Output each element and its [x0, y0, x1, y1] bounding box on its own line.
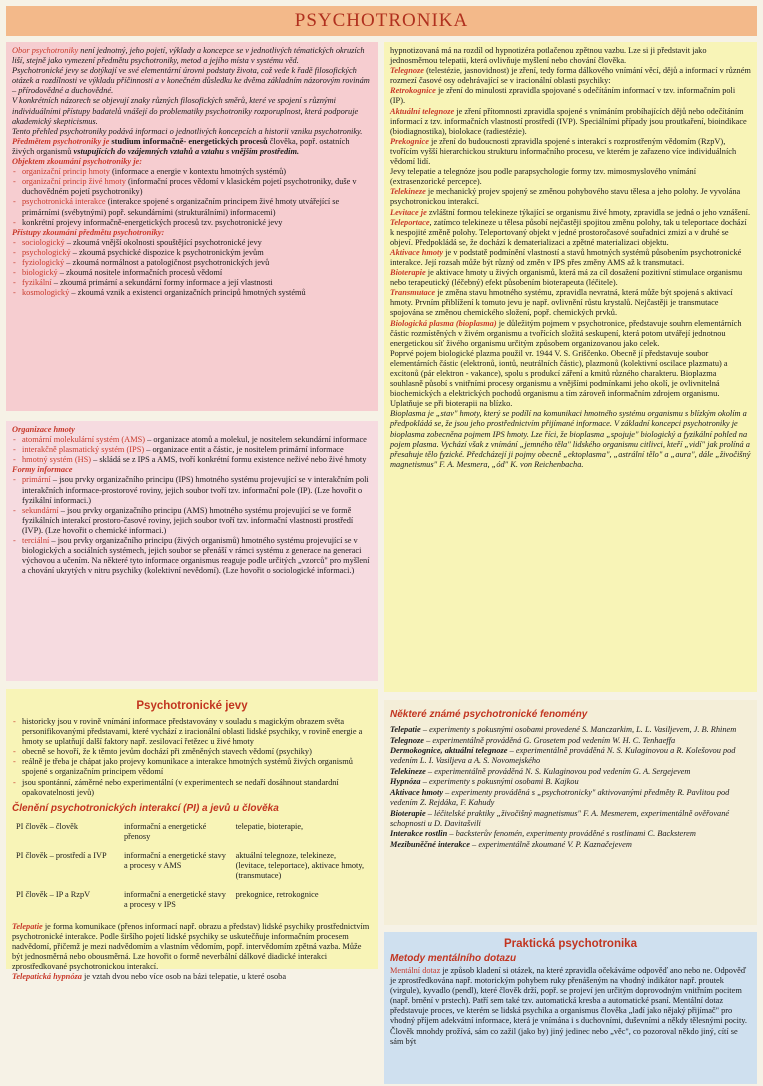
interactions-table-title: Členění psychotronických interakcí (PI) a jevů u člověka	[12, 802, 279, 814]
table-row: PI člověk – člověk informační a energetické přenosy telepatie, bioterapie,	[16, 821, 304, 841]
list-item: - kosmologický – zkoumá vznik a existenci organizačních principů hmotných systémů	[12, 288, 372, 298]
bioplasma-paragraph: Bioplasma je „stav" hmoty, který se podílí na komunikaci hmotného systému organismu s blízkým okolím a předpokládá se, že jsou jeho prostřednictvím přijímané informace. V základní koncepci psychotroniky je bioplasma zobecněna pojmem IPS hmoty. Lze říci, že bioplasma „spojuje" biologický a fyzikální pohled na pojem plasma. Vychází však z vnímání „jemného těla" lidského organismu citlivci, kteří „vidí" jak prolíná a přesahuje tělo fyzické. Předcházejí ji pojmy obecně „ektoplasma", „astrální tělo" a „aura", dále „živočišný magnetismus" F. A. Mesmera, „ód" K. von Reichenbacha.	[390, 409, 751, 469]
forms-list	[12, 475, 372, 576]
list-item: Telegnoze – experimentálně prováděná G. Grosetem pod vedením W. H. C. Tenhaeffa	[390, 735, 676, 745]
interactions-table	[12, 819, 372, 916]
intro-paragraph: V konkrétních názorech se objevují znaky různých filosofických směrů, které ve spojení s různými individuálními přístupy badatelů vnášejí do problematiky psychotroniky rozporuplnost, která podporuje akademický skepticismus.	[12, 96, 359, 126]
list-item: Dermokognice, aktuální telegnoze – experimentálně prováděná N. S. Kulaginovou a R. Kolešovou pod vedením L. I. Vasiljeva a A. S. Novomejského	[390, 746, 736, 766]
practical-title: Praktická psychotronika	[504, 938, 637, 950]
approaches-heading: Přístupy zkoumání předmětu psychotroniky:	[12, 227, 165, 237]
list-item: Aktivace hmoty – experimenty prováděná s „psychotronicky" aktivovanými předměty R. Pavlitou pod vedením Z. Rejdáka, F. Kahudy	[390, 788, 730, 808]
definition-entry: Levitace je zvláštní formou telekineze týkající se organismu živé hmoty, zpravidla se jedná o jeho vznášení.	[390, 207, 751, 217]
list-item: - psychologický – zkoumá psychické dispozice k psychotronickým jevům	[12, 248, 372, 258]
list-item: - primární – jsou prvky organizačního principu (IPS) hmotného systému projevující se v interakčním poli interakčních informace-prostorové roviny, jejich soubor tvoří tzv. informační pole (IP). (Lze hovořit o fyzikální informaci.)	[12, 475, 372, 505]
definition-entry: Bioterapie je aktivace hmoty u živých organismů, která má za cíl dosažení pozitivní stimulace organismu nebo terapeutický (léčebný) efekt působením bioterapeuta (léčitele).	[390, 268, 743, 288]
definition-entry: Transmutace je změna stavu hmotného systému, zpravidla nevratná, která může být spojená s aktivací hmoty. Prvním přiblížení k tomuto jevu je např. ovlivnění růstu krystalů. Nejčastěji je transmutace spojována se změnou chemického složení, popř. chemických prvků.	[390, 288, 733, 318]
list-item: - konkrétní projevy informačně-energetických procesů tzv. psychotronické jevy	[12, 218, 372, 228]
telepathy-paragraph: Telepatie je forma komunikace (přenos informací např. obrazu a představ) lidské psychiky prostřednictvím psychotronické interakce. Podle širšího pojetí lidské psychiky se uskutečňuje informačním procesem nadvědomí, přičemž je mezi nadvědomím a vlastním vědomím, popř. intervědomím zpětná vazba. Může být jednosměrná nebo obousměrná. Lze hovořit o formě neverbální dálkové diadické interakci zprostředkované psychotronickou interakcí.	[12, 921, 370, 972]
approaches-list	[12, 238, 372, 299]
continued-paragraph: hypnotizovaná má na rozdíl od hypnotizéra potlačenou zpětnou vazbu. Lze si ji představit jako jednosměrnou telepatii, která ovlivňuje myšlení nebo chování člověka.	[390, 46, 707, 66]
intro-heading: Obor psychotroniky	[12, 46, 79, 55]
forms-heading: Formy informace	[12, 465, 73, 475]
definition-entry: Prekognice je zření do budoucnosti zpravidla spojené s interakcí s rozprostřeným vědomím (RzpV), tvořícím vyšší hierarchickou strukturu informačního procesu, ve kterém je zařazeno více individuálních vědomí lidí.	[390, 136, 737, 167]
objects-list	[12, 167, 372, 228]
right-column	[384, 42, 757, 1084]
matter-heading: Organizace hmoty	[12, 425, 75, 434]
intro-paragraph: Obor psychotroniky není jednotný, jeho pojetí, výklady a koncepce se v jednotlivých tématických okruzích liší, stejně jako vymezení předmětu psychotroniky, metod a jejího místa v systému věd.	[12, 46, 365, 66]
list-item: - fyzikální – zkoumá primární a sekundární formy informace a její vlastnosti	[12, 278, 372, 288]
definitions-box	[384, 42, 757, 692]
mental-query-paragraph: Mentální dotaz je způsob kladení si otázek, na které zpravidla očekáváme odpověď ano nebo ne. Odpověď je zprostředkována např. motorickým pohybem ruky přenášeným na vhodný indikátor např. proutek (virgule), kyvadlo (pendl), které člověk drží, popř. se projeví jen určitým doprovodným vnitřním pocitem (např. brnění v prstech). Patří sem také tzv. automatická kresba a automatické psaní. Mentální dotaz představuje proces, ve kterém se lidská psychika a organismus člověka „lađí jako nějaký přijímač" pro vhodný příjem adekvátní informace, která je vnímána i s duchovními, duševními a někdy tělesnými pocity. Člověk mnohdy prožívá, sám co zažil (jako by) jiný jedinec nebo „věc", co pozoroval někdo jiný, cítí se sám být	[390, 966, 747, 1046]
list-item: - organizační princip živé hmoty (informační proces vědomí v klasickém pojetí psychotroniky, duše v duchovědném pojetí psychotroniky)	[12, 177, 372, 197]
intro-paragraph: Psychotronické jevy se dotýkají ve své elementární úrovni podstaty života, což vede k řadě filosofických otázek a rozdílnosti ve výkladu příčinnosti a v konečném důsledku ke dvěma základním názorovým rovinám – přírodovědné a duchovědné.	[12, 66, 370, 96]
definition-entry: Biologická plasma (bioplasma) je důležitým pojmem v psychotronice, představuje souhrn elementárních částic rozmístěných v živém organismu a tvořících složitá seskupení, která potom utvářejí jednotnou energetickou síť živého organismu určitým způsobem organizovanou jako celek.	[390, 318, 742, 348]
definition-entry: Jevy telepatie a telegnóze jsou podle parapsychologie formy tzv. mimosmyslového vnímání (extrasenzorické percepce).	[390, 167, 697, 187]
table-row: PI člověk – IP a RzpV informační a energetické stavy a procesy v IPS prekognice, retrokognice	[16, 889, 319, 909]
table-row: PI člověk – prostředí a IVP informační a energetické stavy a procesy v AMS aktuální telegnoze, telekineze, (levitace, teleportace), aktivace hmoty, (transmutace)	[16, 850, 365, 880]
phenomena-box	[6, 689, 378, 982]
definition-entry: Aktivace hmoty je v podstatě podmínění vlastností a stavů hmotných systémů působením psychotronické interakce. Její rozsah může být různý od změn v IPS přes změny AMS až k transmutaci.	[390, 247, 742, 267]
list-item: - sociologický – zkoumá vnější okolnosti spouštějící psychotronické jevy	[12, 238, 372, 248]
list-item: - fyziologický – zkoumá normálnost a patologičnost psychotronických jevů	[12, 258, 372, 268]
list-item: Hypnóza – experimenty s pokusnými osobami B. Kajkou	[390, 777, 579, 787]
left-column	[6, 42, 378, 982]
definition-entry: Teleportace, zatímco telekineze u tělesa působí nejčastěji spojitou změnu polohy, tak u teleportace dochází k nespojité změně polohy. Teleportovaný objekt v jedné prostoročasové souřadnici zmizí a v druhé se objeví. Předpokládá se, že dochází k dematerializaci a zpětné materializaci objektu.	[390, 217, 747, 247]
list-item: - historicky jsou v rovině vnímání informace představovány v souladu s magickým obrazem světa personifikovanými představami, které vychází z iracionální oblasti lidské psychiky, v rovině energie a hmoty se uplatňují další faktory např. zesilovací řetězec u živé hmoty	[12, 717, 372, 747]
famous-phenomena-title: Některé známé psychotronické fenomény	[390, 709, 588, 720]
definition-entry: Retrokognice je zření do minulosti zpravidla spojované s odečítáním informací v tzv. informačním poli (IP).	[390, 86, 736, 106]
objects-heading: Objektem zkoumání psychotroniky je:	[12, 157, 143, 167]
subject-paragraph: Předmětem psychotroniky je studium informačně- energetických procesů člověka, popř. ostatních živých organismů vstupujících do vzájemných vztahů a vztahu s vnějším prostředím.	[12, 136, 350, 156]
list-item: - interakčně plasmatický systém (IPS) – organizace entit a částic, je nositelem primární informace	[12, 445, 372, 455]
list-item: - sekundární – jsou prvky organizačního principu (AMS) hmotného systému projevující se ve formě fyzikálních interakcí prostoro-časové roviny, jejich soubor tvoří tzv. informační vlastnosti prostředí (IVP). (Lze hovořit o chemické informaci.)	[12, 506, 372, 536]
definition-entry: Telegnoze (telestézie, jasnovidnost) je zření, tedy forma dálkového vnímání věcí, dějů a informací v různém rozmezí časové osy odehrávající se v iracionální oblasti psychiky:	[390, 66, 751, 86]
definition-entry: Aktuální telegnoze je zření přítomnosti zpravidla spojené s vnímáním probíhajících dějů nebo odečítáním informací z tzv. informačních vlastností prostředí (IVP). Speciálními případy jsou proutkaření, bioindikace (biodiagnostika), biolokace (radiestézie).	[390, 106, 747, 136]
hypnosis-paragraph: Telepatická hypnóza je vztah dvou nebo více osob na bázi telepatie, u které osoba	[12, 972, 287, 982]
list-item: - organizační princip hmoty (informace a energie v kontextu hmotných systémů)	[12, 167, 372, 177]
phenomena-list	[12, 717, 372, 798]
page-title: PSYCHOTRONIKA	[6, 6, 757, 36]
list-item: Bioterapie – léčitelské praktiky „živočišný magnetismus" F. A. Mesmerem, experimentálně ověřované schopnosti u D. Davitašvili	[390, 808, 730, 828]
definition-entry: Telekineze je mechanický projev spojený se změnou pohybového stavu tělesa a jeho polohy. Je vyvolána psychotronickou interakcí.	[390, 187, 741, 207]
practical-box	[384, 932, 757, 1084]
list-item: - psychotronická interakce (interakce spojené s organizačním principem živé hmoty utvářející se primárními (svébytnými) popř. sekundárními (strukturálními) informacemi)	[12, 197, 372, 217]
phenomena-title: Psychotronické jevy	[136, 700, 248, 712]
matter-box	[6, 421, 378, 681]
list-item: - terciální – jsou prvky organizačního principu (živých organismů) hmotného systému projevující se v biologických a sociálních systémech, jejich soubor se přenáší v rámci systému z generace na generaci výchovou a učením. Na některé tyto informace organismus reaguje podle určitých „vzorců" pro myšlení a chování ukrytých v nitru psychiky (kolektivní nevědomí). (Lze hovořit o sociologické informaci.)	[12, 536, 372, 576]
list-item: - jsou spontánní, záměrné nebo experimentální (v experimentech se nedaří dosáhnout standardní opakovatelnosti jevů)	[12, 778, 372, 798]
list-item: - hmotný systém (HS) – skládá se z IPS a AMS, tvoří konkrétní formu existence neživé nebo živé hmoty	[12, 455, 372, 465]
list-item: Interakce rostlin – backsterův fenomén, experimenty prováděné s rostlinami C. Backsterem	[390, 829, 696, 839]
matter-list	[12, 435, 372, 465]
list-item: - reálně je třeba je chápat jako projevy komunikace a interakce hmotných systémů živých organismů spojené s organizačním principem vědomí	[12, 757, 372, 777]
intro-paragraph: Tento přehled psychotroniky podává informaci o jednotlivých koncepcích a historii vzniku psychotroniky.	[12, 126, 363, 136]
famous-phenomena-box	[384, 700, 757, 925]
list-item: Telekineze – experimentálně prováděná N. S. Kulaginovou pod vedením G. A. Sergejevem	[390, 766, 691, 776]
list-item: - biologický – zkoumá nositele informačních procesů vědomí	[12, 268, 372, 278]
list-item: Telepatie – experimenty s pokusnými osobami provedené S. Manczarkim, L. L. Vasiljevem, J. B. Rhinem	[390, 725, 737, 734]
definition-entry: Poprvé pojem biologické plazma použil vr. 1944 V. S. Griščenko. Obecně jí představuje soubor elementárních částic (elektronů, iontů, neutrálních částic), plazmonů (kolektivní oscilace plazmatu) a excitonů (pár elektron - vakance), spolu s produkcí záření a kmitů různého charakteru. Bioplazma souhlasně působí s vnitřními procesy organismu a vnějšími podmínkami jeho okolí, je ovlivnitelná biochemických a elektrických pochodů organismu a tím zároveň informačním zdrojem organismu. Uplatňuje se při bioterapii na blízko.	[390, 348, 728, 409]
intro-box	[6, 42, 378, 411]
list-item: Mezibuněčné interakce – experimentálně zkoumané V. P. Kaznačejevem	[390, 840, 632, 850]
list-item: - obecně se hovoří, že k těmto jevům dochází při změněných stavech vědomí (psychiky)	[12, 747, 372, 757]
list-item: - atomární molekulární systém (AMS) – organizace atomů a molekul, je nositelem sekundární informace	[12, 435, 372, 445]
practical-subtitle: Metody mentálního dotazu	[390, 953, 517, 964]
